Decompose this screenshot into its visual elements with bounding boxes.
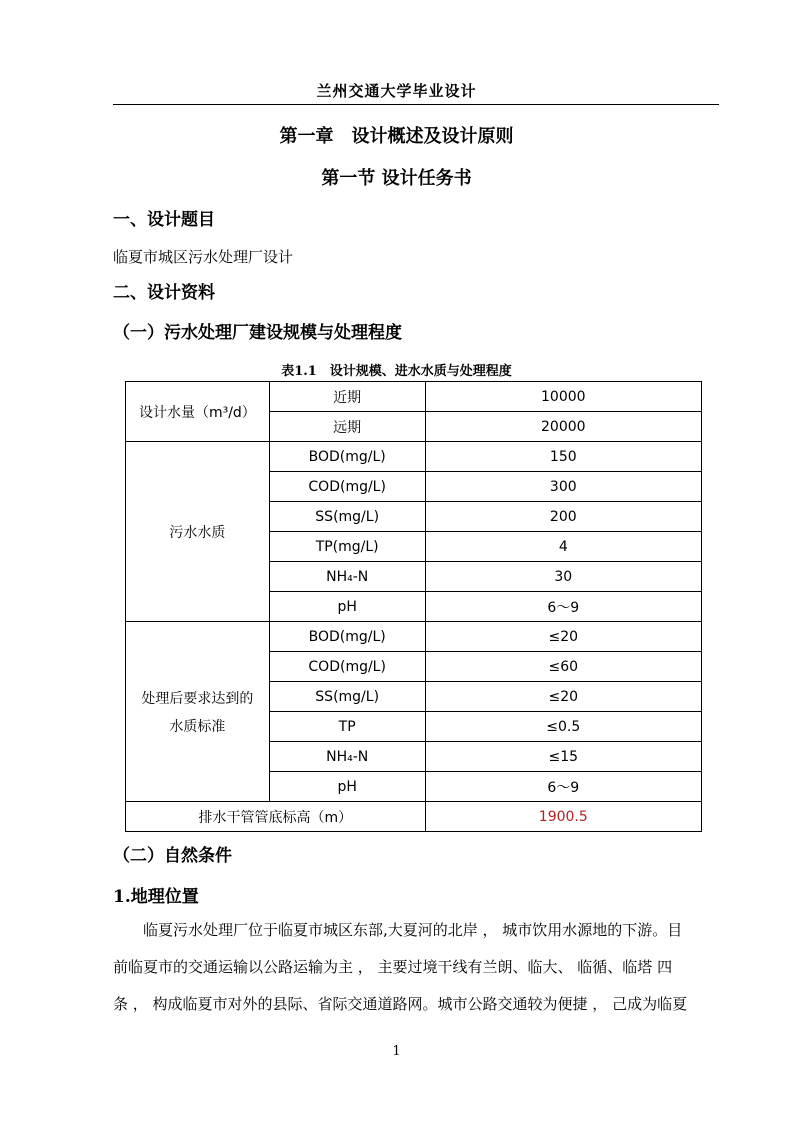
value-cell: 6～9 <box>425 772 701 802</box>
param-cell: TP(mg/L) <box>269 532 425 562</box>
elevation-value-cell: 1900.5 <box>425 802 701 832</box>
param-cell: 近期 <box>269 382 425 412</box>
value-cell: 10000 <box>425 382 701 412</box>
value-cell: ≤15 <box>425 742 701 772</box>
param-cell: NH₄-N <box>269 562 425 592</box>
value-cell: 6～9 <box>425 592 701 622</box>
value-cell: 20000 <box>425 412 701 442</box>
design-topic-text: 临夏市城区污水处理厂设计 <box>113 248 294 266</box>
value-cell: ≤20 <box>425 682 701 712</box>
effluent-group-line2: 水质标准 <box>169 718 226 735</box>
header-divider <box>113 104 719 105</box>
param-cell: SS(mg/L) <box>269 682 425 712</box>
heading-natural-conditions: （二）自然条件 <box>113 846 232 866</box>
elevation-label-cell: 排水干管管底标高（m） <box>126 802 426 832</box>
value-cell: ≤60 <box>425 652 701 682</box>
paragraph-line: 前临夏市的交通运输以公路运输为主 ， 主要过境干线有兰朗、临大、 临循、临塔 四 <box>113 958 673 976</box>
value-cell: ≤0.5 <box>425 712 701 742</box>
paragraph-line: 条 ， 构成临夏市对外的县际、省际交通道路网。城市公路交通较为便捷 ， 己成为临夏 <box>113 995 688 1013</box>
heading-geographic-location: 1.地理位置 <box>113 887 199 907</box>
design-parameters-table <box>125 381 702 832</box>
table-row <box>126 802 702 832</box>
table-row <box>126 442 702 472</box>
value-cell: 150 <box>425 442 701 472</box>
value-cell: 30 <box>425 562 701 592</box>
param-cell: NH₄-N <box>269 742 425 772</box>
section-title: 第一节 设计任务书 <box>321 168 472 189</box>
param-cell: pH <box>269 772 425 802</box>
param-cell: 远期 <box>269 412 425 442</box>
heading-scale-and-treatment: （一）污水处理厂建设规模与处理程度 <box>113 323 402 343</box>
page-number: 1 <box>392 1044 401 1059</box>
value-cell: ≤20 <box>425 622 701 652</box>
value-cell: 4 <box>425 532 701 562</box>
effluent-group-cell <box>126 622 270 802</box>
table-row <box>126 382 702 412</box>
chapter-title: 第一章 设计概述及设计原则 <box>279 126 514 147</box>
running-header-title: 兰州交通大学毕业设计 <box>316 82 477 100</box>
param-cell: SS(mg/L) <box>269 502 425 532</box>
effluent-group-line1: 处理后要求达到的 <box>141 690 254 707</box>
table-caption: 表1.1 设计规模、进水水质与处理程度 <box>281 364 512 379</box>
param-cell: TP <box>269 712 425 742</box>
table-row <box>126 622 702 652</box>
influent-group-cell: 污水水质 <box>126 442 270 622</box>
param-cell: pH <box>269 592 425 622</box>
geographic-location-paragraph <box>113 912 719 1023</box>
heading-design-topic: 一、设计题目 <box>113 210 215 230</box>
value-cell: 200 <box>425 502 701 532</box>
param-cell: COD(mg/L) <box>269 472 425 502</box>
paragraph-line: 临夏污水处理厂位于临夏市城区东部,大夏河的北岸 ， 城市饮用水源地的下游。目 <box>113 921 683 939</box>
flow-group-cell: 设计水量（m³/d） <box>126 382 270 442</box>
param-cell: BOD(mg/L) <box>269 442 425 472</box>
param-cell: BOD(mg/L) <box>269 622 425 652</box>
value-cell: 300 <box>425 472 701 502</box>
heading-design-data: 二、设计资料 <box>113 283 215 303</box>
param-cell: COD(mg/L) <box>269 652 425 682</box>
